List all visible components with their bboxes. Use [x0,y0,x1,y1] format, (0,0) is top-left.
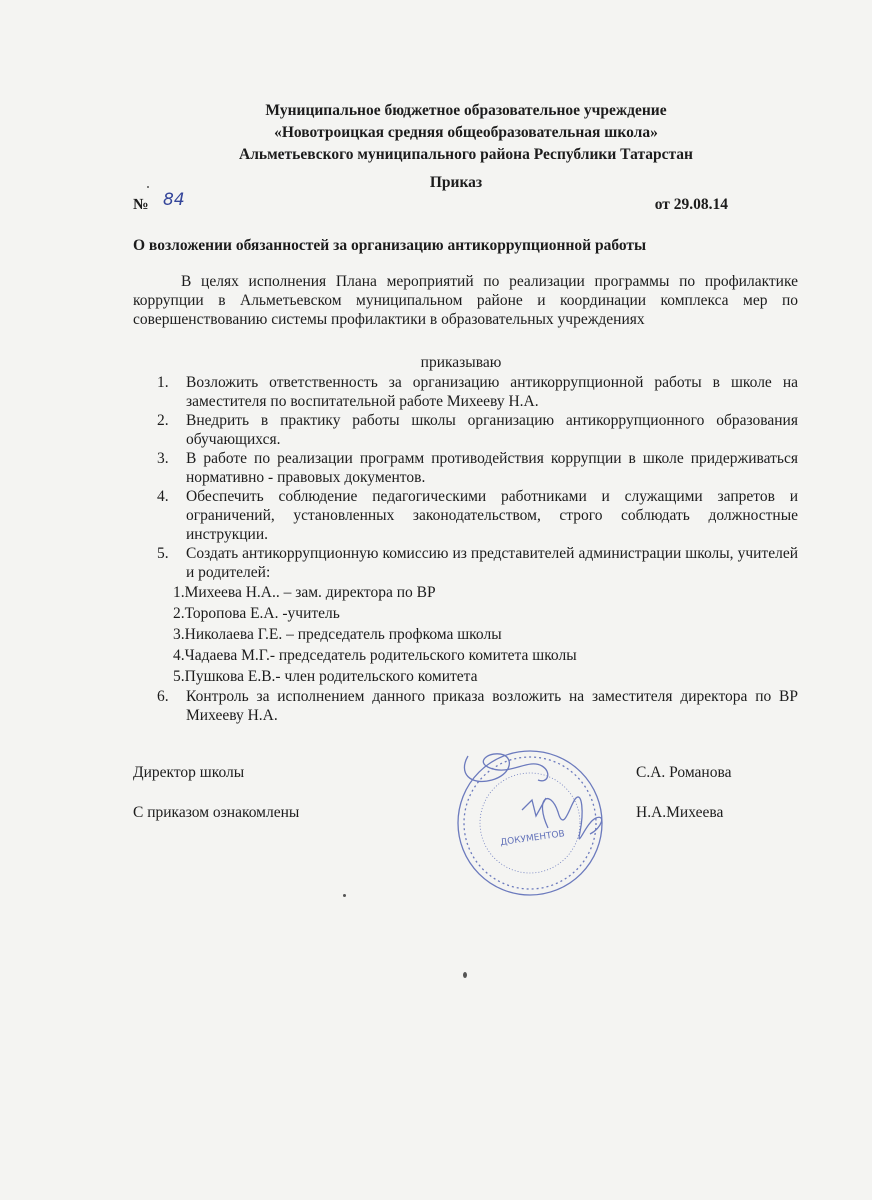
director-name: С.А. Романова [636,764,732,781]
ink-speck [463,972,467,978]
header-line-1: Муниципальное бюджетное образовательное учреждение [265,102,667,119]
order-subject: О возложении обязанностей за организацию антикоррупционной работы [133,237,647,254]
order-item-text: В работе по реализации программ противодействия коррупции в школе придерживаться нормативно - правовых документов. [186,450,798,486]
order-item-number: 5. [157,545,169,562]
number-date-row [133,190,728,218]
director-signature-stroke [464,754,547,782]
order-item-number: 3. [157,450,169,467]
stamp-inner-ring [464,757,596,889]
intro-paragraph: В целях исполнения Плана мероприятий по реализации программы по профилактике коррупции в Альметьевском муниципальном районе и координации комплекса мер по совершенствованию системы профилактики в образовательных учреждениях [133,273,798,328]
order-item-text: Возложить ответственность за организацию антикоррупционной работы в школе на заместителя по воспитательной работе Михееву Н.А. [186,374,798,410]
order-item [157,544,798,582]
order-item [157,411,798,449]
ink-speck [147,186,149,188]
commission-members [157,582,798,687]
order-item [157,373,798,411]
ink-speck [343,894,346,897]
header-line-2: «Новотроицкая средняя общеобразовательная школа» [274,124,658,141]
document-title: Приказ [429,174,483,191]
order-item [157,687,798,725]
commission-member: 1.Михеева Н.А.. – зам. директора по ВР [173,584,436,601]
order-items-list [157,373,798,725]
commission-member: 2.Торопова Е.А. -учитель [173,605,340,622]
order-item-number: 6. [157,688,169,705]
stamp-center-ring [480,773,580,873]
commission-member: 3.Николаева Г.Е. – председатель профкома школы [173,626,502,643]
command-word: приказываю [420,354,502,371]
order-item-text: Внедрить в практику работы школы организацию антикоррупционного образования обучающихся. [186,412,798,448]
institution-header [0,100,872,166]
header-line-3: Альметьевского муниципального района Республики Татарстан [239,146,693,163]
order-item-text: Обеспечить соблюдение педагогическими работниками и служащими запретов и ограничений, установленных законодательством, строго соблюдать должностные инструкции. [186,488,798,543]
order-item [157,449,798,487]
stamp-text: ДОКУМЕНТОВ [499,829,566,849]
order-item-number: 4. [157,488,169,505]
order-date: от 29.08.14 [654,196,728,213]
director-label: Директор школы [133,764,245,781]
acknowledgement-label: С приказом ознакомлены [133,804,300,821]
handwritten-number: 84 [163,190,185,210]
order-item-number: 2. [157,412,169,429]
order-item [157,487,798,544]
order-item-text: Создать антикоррупционную комиссию из представителей администрации школы, учителей и родителей: [186,545,798,581]
order-item-text: Контроль за исполнением данного приказа возложить на заместителя директора по ВР Михееву Н.А. [186,688,798,724]
school-stamp [430,728,640,898]
order-item-number: 1. [157,374,169,391]
commission-member: 5.Пушкова Е.В.- член родительского комитета [173,668,478,685]
acknowledger-name: Н.А.Михеева [636,804,724,821]
number-label: № [133,196,149,213]
commission-member: 4.Чадаева М.Г.- председатель родительского комитета школы [173,647,577,664]
